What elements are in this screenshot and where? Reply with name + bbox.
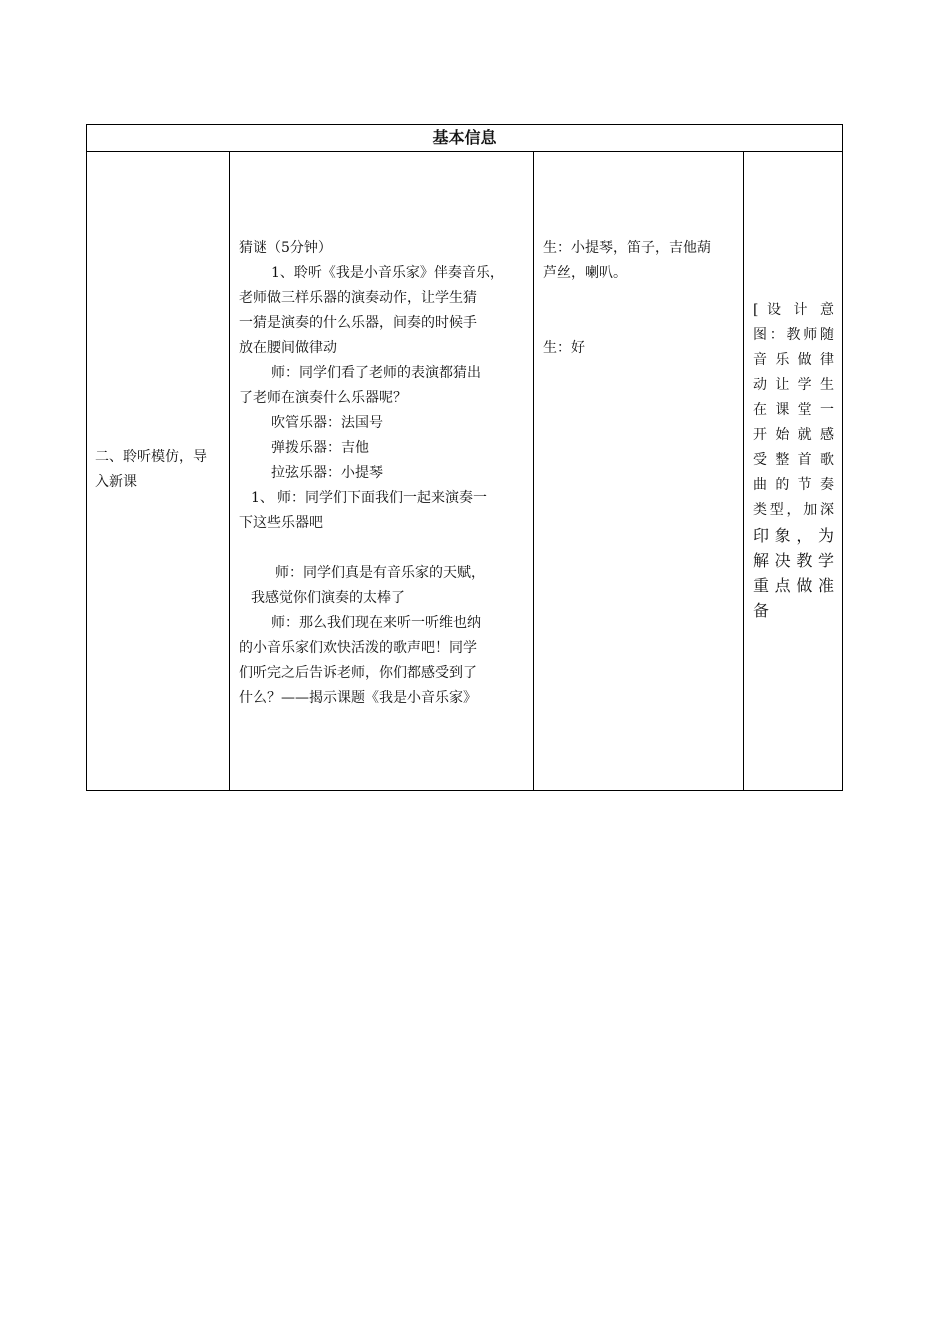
teacher-numbered-item — [239, 486, 525, 511]
teacher-line: 放在腰间做律动 — [239, 340, 337, 356]
teacher-line: 我感觉你们演奏的太棒了 — [251, 590, 405, 606]
teacher-line: 猜谜（5分钟） — [239, 240, 332, 256]
design-line: 开 始 就 感 — [753, 427, 835, 443]
design-line: [ 设 计 意 — [753, 302, 835, 318]
design-line: 解决教学 — [753, 551, 835, 570]
design-intent — [744, 152, 842, 623]
stage-cell — [87, 152, 230, 791]
teacher-line: 师：同学们看了老师的表演都猜出 — [271, 365, 481, 381]
design-line: 曲 的 节 奏 — [753, 477, 835, 493]
teacher-line: 什么？——揭示课题《我是小音乐家》 — [239, 690, 477, 706]
stage-title: 二、聆听模仿，导入新课 — [95, 449, 207, 490]
teacher-line: 弹拨乐器：吉他 — [271, 440, 369, 456]
lesson-plan-table — [86, 124, 843, 791]
teacher-line: 拉弦乐器：小提琴 — [271, 465, 383, 481]
student-activity-cell — [534, 152, 744, 791]
student-line: 生：小提琴，笛子，吉他葫 — [543, 240, 711, 256]
teacher-line: 们听完之后告诉老师，你们都感受到了 — [239, 665, 477, 681]
teacher-activity-cell — [230, 152, 534, 791]
teacher-line: 吹管乐器：法国号 — [271, 415, 383, 431]
teacher-line: 师：同学们真是有音乐家的天赋， — [275, 565, 485, 581]
teacher-line: 的小音乐家们欢快活泼的歌声吧！同学 — [239, 640, 477, 656]
design-line: 受 整 首 歌 — [753, 452, 835, 468]
design-line: 图：教师随 — [753, 327, 835, 343]
spacer — [543, 286, 735, 336]
design-line: 音 乐 做 律 — [753, 352, 835, 368]
design-line: 重点做准 — [753, 576, 835, 595]
design-line: 动 让 学 生 — [753, 377, 835, 393]
content-row — [87, 152, 843, 791]
header-row — [87, 125, 843, 152]
design-line: 印 象 ， 为 — [753, 526, 835, 545]
student-line: 生：好 — [543, 340, 585, 356]
spacer — [239, 536, 525, 561]
teacher-line: 师：同学们下面我们一起来演奏一 — [277, 490, 487, 506]
teacher-line: 1、聆听《我是小音乐家》伴奏音乐， — [271, 265, 504, 281]
teacher-line: 师：那么我们现在来听一听维也纳 — [271, 615, 481, 631]
table-header: 基本信息 — [87, 125, 843, 152]
design-line: 在 课 堂 一 — [753, 402, 835, 418]
design-line: 备 — [753, 601, 770, 620]
design-intent-cell — [744, 152, 843, 791]
design-line: 类型，加深 — [753, 502, 835, 518]
student-activity — [534, 152, 743, 361]
teacher-activity — [230, 152, 533, 711]
student-line: 芦丝，喇叭。 — [543, 265, 627, 281]
item-number: 1、 — [251, 490, 274, 506]
teacher-line: 了老师在演奏什么乐器呢？ — [239, 390, 407, 406]
teacher-line: 下这些乐器吧 — [239, 515, 323, 531]
teacher-line: 老师做三样乐器的演奏动作，让学生猜 — [239, 290, 477, 306]
teacher-line: 一猜是演奏的什么乐器，间奏的时候手 — [239, 315, 477, 331]
